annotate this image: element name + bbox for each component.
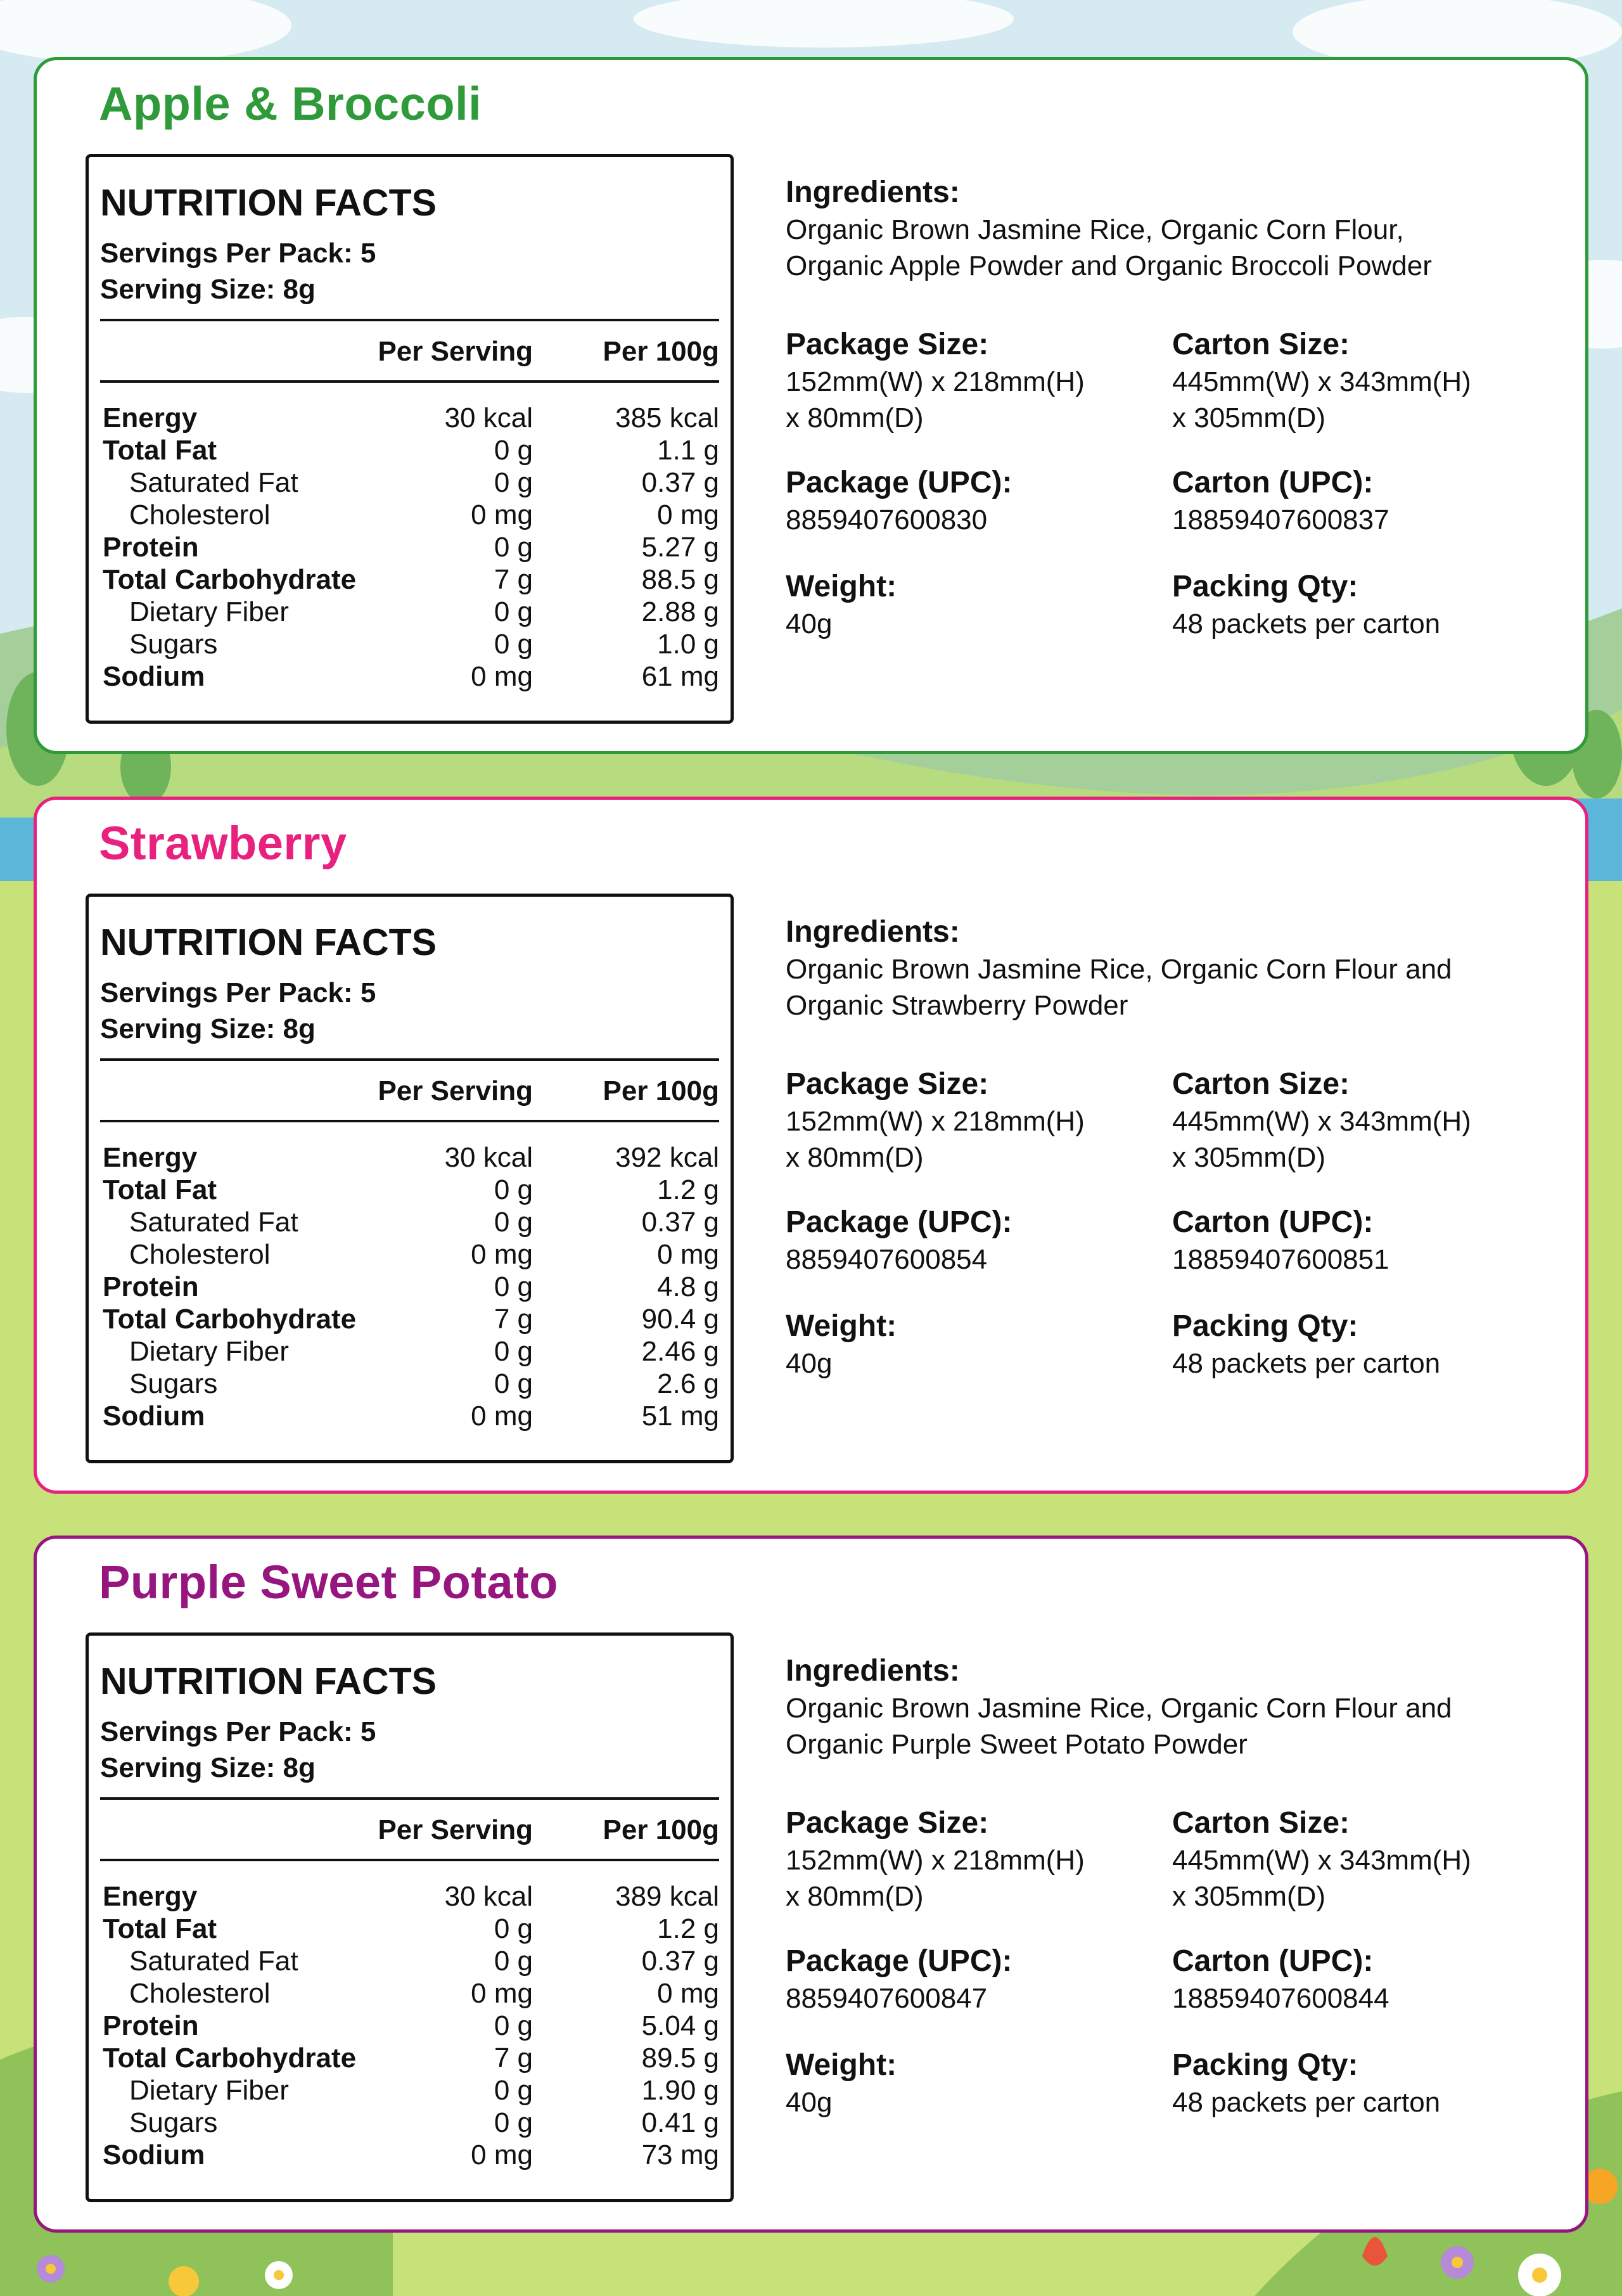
- nutrition-row: [100, 1174, 719, 1206]
- nutrition-rows: [100, 1141, 719, 1432]
- package-upc-value: 8859407600854: [786, 1244, 988, 1275]
- package-size: [786, 325, 1140, 436]
- nutrition-row: [100, 434, 719, 466]
- package-upc-label: Package (UPC):: [786, 1944, 1012, 1978]
- nutrient-name: Energy: [103, 1881, 198, 1912]
- package-size-label: Package Size:: [786, 328, 989, 361]
- nutrient-name: Energy: [103, 1142, 198, 1173]
- carton-size-label: Carton Size:: [1172, 328, 1350, 361]
- carton-upc: [1172, 1203, 1389, 1278]
- product-title: Purple Sweet Potato: [99, 1556, 558, 1608]
- divider: [100, 319, 719, 321]
- column-header-per-serving: Per Serving: [378, 1814, 533, 1845]
- per-serving-value: 0 g: [494, 596, 533, 627]
- per-serving-value: 0 mg: [471, 499, 533, 530]
- per-100g-value: 89.5 g: [641, 2043, 719, 2074]
- carton-upc-value: 18859407600844: [1172, 1983, 1389, 2014]
- nutrient-name: Total Fat: [103, 1913, 217, 1944]
- product-title: Strawberry: [99, 817, 347, 869]
- package-size-label: Package Size:: [786, 1806, 989, 1840]
- package-size: [786, 1804, 1140, 1914]
- ingredients-label: Ingredients:: [786, 176, 960, 209]
- per-100g-value: 61 mg: [641, 661, 719, 692]
- package-upc-value: 8859407600830: [786, 504, 988, 536]
- package-size-value: 152mm(W) x 218mm(H): [786, 366, 1085, 397]
- weight: [786, 567, 897, 642]
- nutrition-row: [100, 1206, 719, 1238]
- nutrient-name: Cholesterol: [129, 1239, 271, 1270]
- per-serving-value: 0 g: [494, 1207, 533, 1238]
- weight-label: Weight:: [786, 2048, 897, 2082]
- per-100g-value: 0.37 g: [641, 1946, 719, 1977]
- nutrition-rows: [100, 1880, 719, 2171]
- serving-size: Serving Size: 8g: [100, 1752, 316, 1783]
- column-header-per-serving: Per Serving: [378, 1075, 533, 1106]
- nutrient-name: Protein: [103, 1271, 199, 1302]
- per-serving-value: 30 kcal: [444, 1881, 533, 1912]
- nutrient-name: Saturated Fat: [129, 1946, 298, 1977]
- package-upc: [786, 463, 1012, 538]
- ingredients-text: Organic Brown Jasmine Rice, Organic Corn Flour and: [786, 954, 1452, 985]
- nutrient-name: Sugars: [129, 1368, 218, 1399]
- ingredients-text: Organic Brown Jasmine Rice, Organic Corn Flour and: [786, 1693, 1452, 1724]
- ingredients-text: Organic Strawberry Powder: [786, 990, 1128, 1021]
- servings-per-pack: Servings Per Pack: 5: [100, 977, 376, 1008]
- per-serving-value: 0 mg: [471, 661, 533, 692]
- per-100g-value: 2.46 g: [641, 1336, 719, 1367]
- per-100g-value: 0 mg: [657, 1978, 719, 2009]
- packing-qty-value: 48 packets per carton: [1172, 2087, 1441, 2118]
- package-size-label: Package Size:: [786, 1067, 989, 1101]
- column-header-per-100g: Per 100g: [603, 1814, 719, 1845]
- nutrition-row: [100, 563, 719, 596]
- package-size-value: x 80mm(D): [786, 1142, 924, 1173]
- nutrition-facts-panel: [86, 154, 734, 724]
- per-100g-value: 0 mg: [657, 1239, 719, 1270]
- package-upc-value: 8859407600847: [786, 1983, 988, 2014]
- package-size-value: 152mm(W) x 218mm(H): [786, 1106, 1085, 1137]
- carton-size-value: 445mm(W) x 343mm(H): [1172, 1845, 1471, 1876]
- weight-value: 40g: [786, 608, 833, 639]
- carton-size-value: 445mm(W) x 343mm(H): [1172, 1106, 1471, 1137]
- nutrition-row: [100, 1368, 719, 1400]
- nutrient-name: Dietary Fiber: [129, 1336, 289, 1367]
- servings-per-pack: Servings Per Pack: 5: [100, 238, 376, 269]
- ingredients: [786, 1651, 1565, 1762]
- nutrient-name: Cholesterol: [129, 499, 271, 530]
- per-serving-value: 0 mg: [471, 1239, 533, 1270]
- carton-size-value: x 305mm(D): [1172, 402, 1326, 433]
- ingredients-text: Organic Purple Sweet Potato Powder: [786, 1729, 1248, 1760]
- per-serving-value: 0 g: [494, 467, 533, 498]
- per-100g-value: 1.2 g: [657, 1913, 719, 1944]
- nutrient-name: Protein: [103, 532, 199, 563]
- carton-size-label: Carton Size:: [1172, 1067, 1350, 1101]
- per-serving-value: 0 g: [494, 1913, 533, 1944]
- nutrient-name: Cholesterol: [129, 1978, 271, 2009]
- ingredients: [786, 913, 1565, 1023]
- serving-size: Serving Size: 8g: [100, 1013, 316, 1044]
- nutrient-name: Saturated Fat: [129, 467, 298, 498]
- nutrition-row: [100, 1977, 719, 2010]
- nutrition-row: [100, 628, 719, 660]
- per-100g-value: 392 kcal: [615, 1142, 719, 1173]
- nutrient-name: Total Carbohydrate: [103, 2043, 357, 2074]
- package-size: [786, 1065, 1140, 1176]
- product-title: Apple & Broccoli: [99, 77, 482, 130]
- nutrition-rows: [100, 402, 719, 693]
- ingredients-label: Ingredients:: [786, 915, 960, 949]
- servings-per-pack: Servings Per Pack: 5: [100, 1716, 376, 1747]
- nutrient-name: Saturated Fat: [129, 1207, 298, 1238]
- weight-value: 40g: [786, 1348, 833, 1379]
- nutrient-name: Sodium: [103, 661, 205, 692]
- nutrition-row: [100, 2107, 719, 2139]
- per-serving-value: 0 g: [494, 1174, 533, 1205]
- per-serving-value: 0 g: [494, 435, 533, 466]
- package-size-value: 152mm(W) x 218mm(H): [786, 1845, 1085, 1876]
- weight-label: Weight:: [786, 570, 897, 603]
- nutrition-row: [100, 596, 719, 628]
- nutrition-row: [100, 1913, 719, 1945]
- nutrition-row: [100, 2010, 719, 2042]
- product-card-purple-sweet-potato: [34, 1536, 1588, 2233]
- per-100g-value: 2.88 g: [641, 596, 719, 627]
- ingredients: [786, 173, 1565, 284]
- per-serving-value: 30 kcal: [444, 1142, 533, 1173]
- carton-size: [1172, 325, 1552, 436]
- per-100g-value: 1.90 g: [641, 2075, 719, 2106]
- nutrient-name: Sodium: [103, 1401, 205, 1432]
- nutrition-row: [100, 1303, 719, 1335]
- per-100g-value: 5.04 g: [641, 2010, 719, 2041]
- packing-qty: [1172, 1307, 1440, 1382]
- per-100g-value: 2.6 g: [657, 1368, 719, 1399]
- nutrition-row: [100, 1271, 719, 1303]
- per-serving-value: 0 g: [494, 2107, 533, 2138]
- carton-size-value: x 305mm(D): [1172, 1881, 1326, 1912]
- nutrient-name: Dietary Fiber: [129, 596, 289, 627]
- carton-size: [1172, 1804, 1552, 1914]
- nutrition-row: [100, 1945, 719, 1977]
- package-upc-label: Package (UPC):: [786, 1205, 1012, 1239]
- weight: [786, 2046, 897, 2120]
- nutrient-name: Dietary Fiber: [129, 2075, 289, 2106]
- ingredients-label: Ingredients:: [786, 1654, 960, 1688]
- carton-upc-value: 18859407600837: [1172, 504, 1389, 536]
- per-serving-value: 0 g: [494, 2010, 533, 2041]
- per-serving-value: 0 g: [494, 1336, 533, 1367]
- nutrition-row: [100, 1335, 719, 1368]
- product-card-strawberry: [34, 797, 1588, 1494]
- per-serving-value: 0 mg: [471, 1978, 533, 2009]
- carton-size-label: Carton Size:: [1172, 1806, 1350, 1840]
- per-serving-value: 0 g: [494, 2075, 533, 2106]
- per-100g-value: 1.0 g: [657, 629, 719, 660]
- nutrition-row: [100, 1400, 719, 1432]
- package-size-value: x 80mm(D): [786, 402, 924, 433]
- weight-value: 40g: [786, 2087, 833, 2118]
- nutrition-facts-panel: [86, 1632, 734, 2202]
- nutrition-facts-panel: [86, 894, 734, 1463]
- per-100g-value: 4.8 g: [657, 1271, 719, 1302]
- per-100g-value: 5.27 g: [641, 532, 719, 563]
- package-upc: [786, 1203, 1012, 1278]
- per-100g-value: 0.41 g: [641, 2107, 719, 2138]
- serving-size: Serving Size: 8g: [100, 274, 316, 305]
- per-100g-value: 88.5 g: [641, 564, 719, 595]
- per-100g-value: 389 kcal: [615, 1881, 719, 1912]
- divider: [100, 1058, 719, 1061]
- per-serving-value: 0 mg: [471, 2139, 533, 2171]
- per-serving-value: 7 g: [494, 2043, 533, 2074]
- packing-qty-value: 48 packets per carton: [1172, 1348, 1441, 1379]
- carton-size: [1172, 1065, 1552, 1176]
- column-header-per-100g: Per 100g: [603, 336, 719, 367]
- carton-upc-label: Carton (UPC):: [1172, 1205, 1374, 1239]
- nutrient-name: Total Fat: [103, 1174, 217, 1205]
- per-100g-value: 73 mg: [641, 2139, 719, 2171]
- per-100g-value: 0.37 g: [641, 1207, 719, 1238]
- nutrition-row: [100, 466, 719, 499]
- per-serving-value: 0 g: [494, 629, 533, 660]
- column-header-per-serving: Per Serving: [378, 336, 533, 367]
- column-header-per-100g: Per 100g: [603, 1075, 719, 1106]
- nutrient-name: Sugars: [129, 2107, 218, 2138]
- nutrition-row: [100, 1141, 719, 1174]
- divider: [100, 380, 719, 383]
- packing-qty-label: Packing Qty:: [1172, 2048, 1358, 2082]
- nutrient-name: Sugars: [129, 629, 218, 660]
- ingredients-text: Organic Brown Jasmine Rice, Organic Corn Flour,: [786, 214, 1404, 245]
- ingredients-text: Organic Apple Powder and Organic Broccoli Powder: [786, 250, 1432, 281]
- per-serving-value: 0 g: [494, 532, 533, 563]
- package-size-value: x 80mm(D): [786, 1881, 924, 1912]
- per-100g-value: 0.37 g: [641, 467, 719, 498]
- per-serving-value: 0 mg: [471, 1401, 533, 1432]
- nutrition-row: [100, 2074, 719, 2107]
- packing-qty-label: Packing Qty:: [1172, 1309, 1358, 1343]
- nutrition-row: [100, 2139, 719, 2171]
- packing-qty: [1172, 2046, 1440, 2120]
- nutrition-facts-heading: NUTRITION FACTS: [100, 921, 437, 963]
- package-upc-label: Package (UPC):: [786, 466, 1012, 499]
- nutrition-row: [100, 402, 719, 434]
- carton-upc-label: Carton (UPC):: [1172, 1944, 1374, 1978]
- per-100g-value: 385 kcal: [615, 402, 719, 433]
- packing-qty: [1172, 567, 1440, 642]
- per-100g-value: 0 mg: [657, 499, 719, 530]
- per-serving-value: 0 g: [494, 1946, 533, 1977]
- carton-upc: [1172, 1942, 1389, 2017]
- packing-qty-label: Packing Qty:: [1172, 570, 1358, 603]
- carton-size-value: x 305mm(D): [1172, 1142, 1326, 1173]
- per-serving-value: 0 g: [494, 1368, 533, 1399]
- nutrient-name: Total Carbohydrate: [103, 564, 357, 595]
- carton-upc: [1172, 463, 1389, 538]
- per-serving-value: 0 g: [494, 1271, 533, 1302]
- per-serving-value: 7 g: [494, 564, 533, 595]
- nutrient-name: Energy: [103, 402, 198, 433]
- per-serving-value: 30 kcal: [444, 402, 533, 433]
- carton-upc-label: Carton (UPC):: [1172, 466, 1374, 499]
- nutrition-row: [100, 531, 719, 563]
- packing-qty-value: 48 packets per carton: [1172, 608, 1441, 639]
- weight: [786, 1307, 897, 1382]
- product-card-apple-broccoli: [34, 57, 1588, 754]
- nutrition-row: [100, 660, 719, 693]
- nutrient-name: Sodium: [103, 2139, 205, 2171]
- nutrition-facts-heading: NUTRITION FACTS: [100, 182, 437, 224]
- divider: [100, 1797, 719, 1800]
- weight-label: Weight:: [786, 1309, 897, 1343]
- nutrition-facts-heading: NUTRITION FACTS: [100, 1660, 437, 1702]
- nutrition-row: [100, 499, 719, 531]
- nutrient-name: Total Fat: [103, 435, 217, 466]
- per-serving-value: 7 g: [494, 1304, 533, 1335]
- per-100g-value: 1.1 g: [657, 435, 719, 466]
- nutrition-row: [100, 1238, 719, 1271]
- per-100g-value: 1.2 g: [657, 1174, 719, 1205]
- divider: [100, 1859, 719, 1861]
- carton-size-value: 445mm(W) x 343mm(H): [1172, 366, 1471, 397]
- nutrition-row: [100, 2042, 719, 2074]
- nutrient-name: Protein: [103, 2010, 199, 2041]
- per-100g-value: 51 mg: [641, 1401, 719, 1432]
- carton-upc-value: 18859407600851: [1172, 1244, 1389, 1275]
- nutrition-row: [100, 1880, 719, 1913]
- package-upc: [786, 1942, 1012, 2017]
- divider: [100, 1120, 719, 1122]
- nutrient-name: Total Carbohydrate: [103, 1304, 357, 1335]
- per-100g-value: 90.4 g: [641, 1304, 719, 1335]
